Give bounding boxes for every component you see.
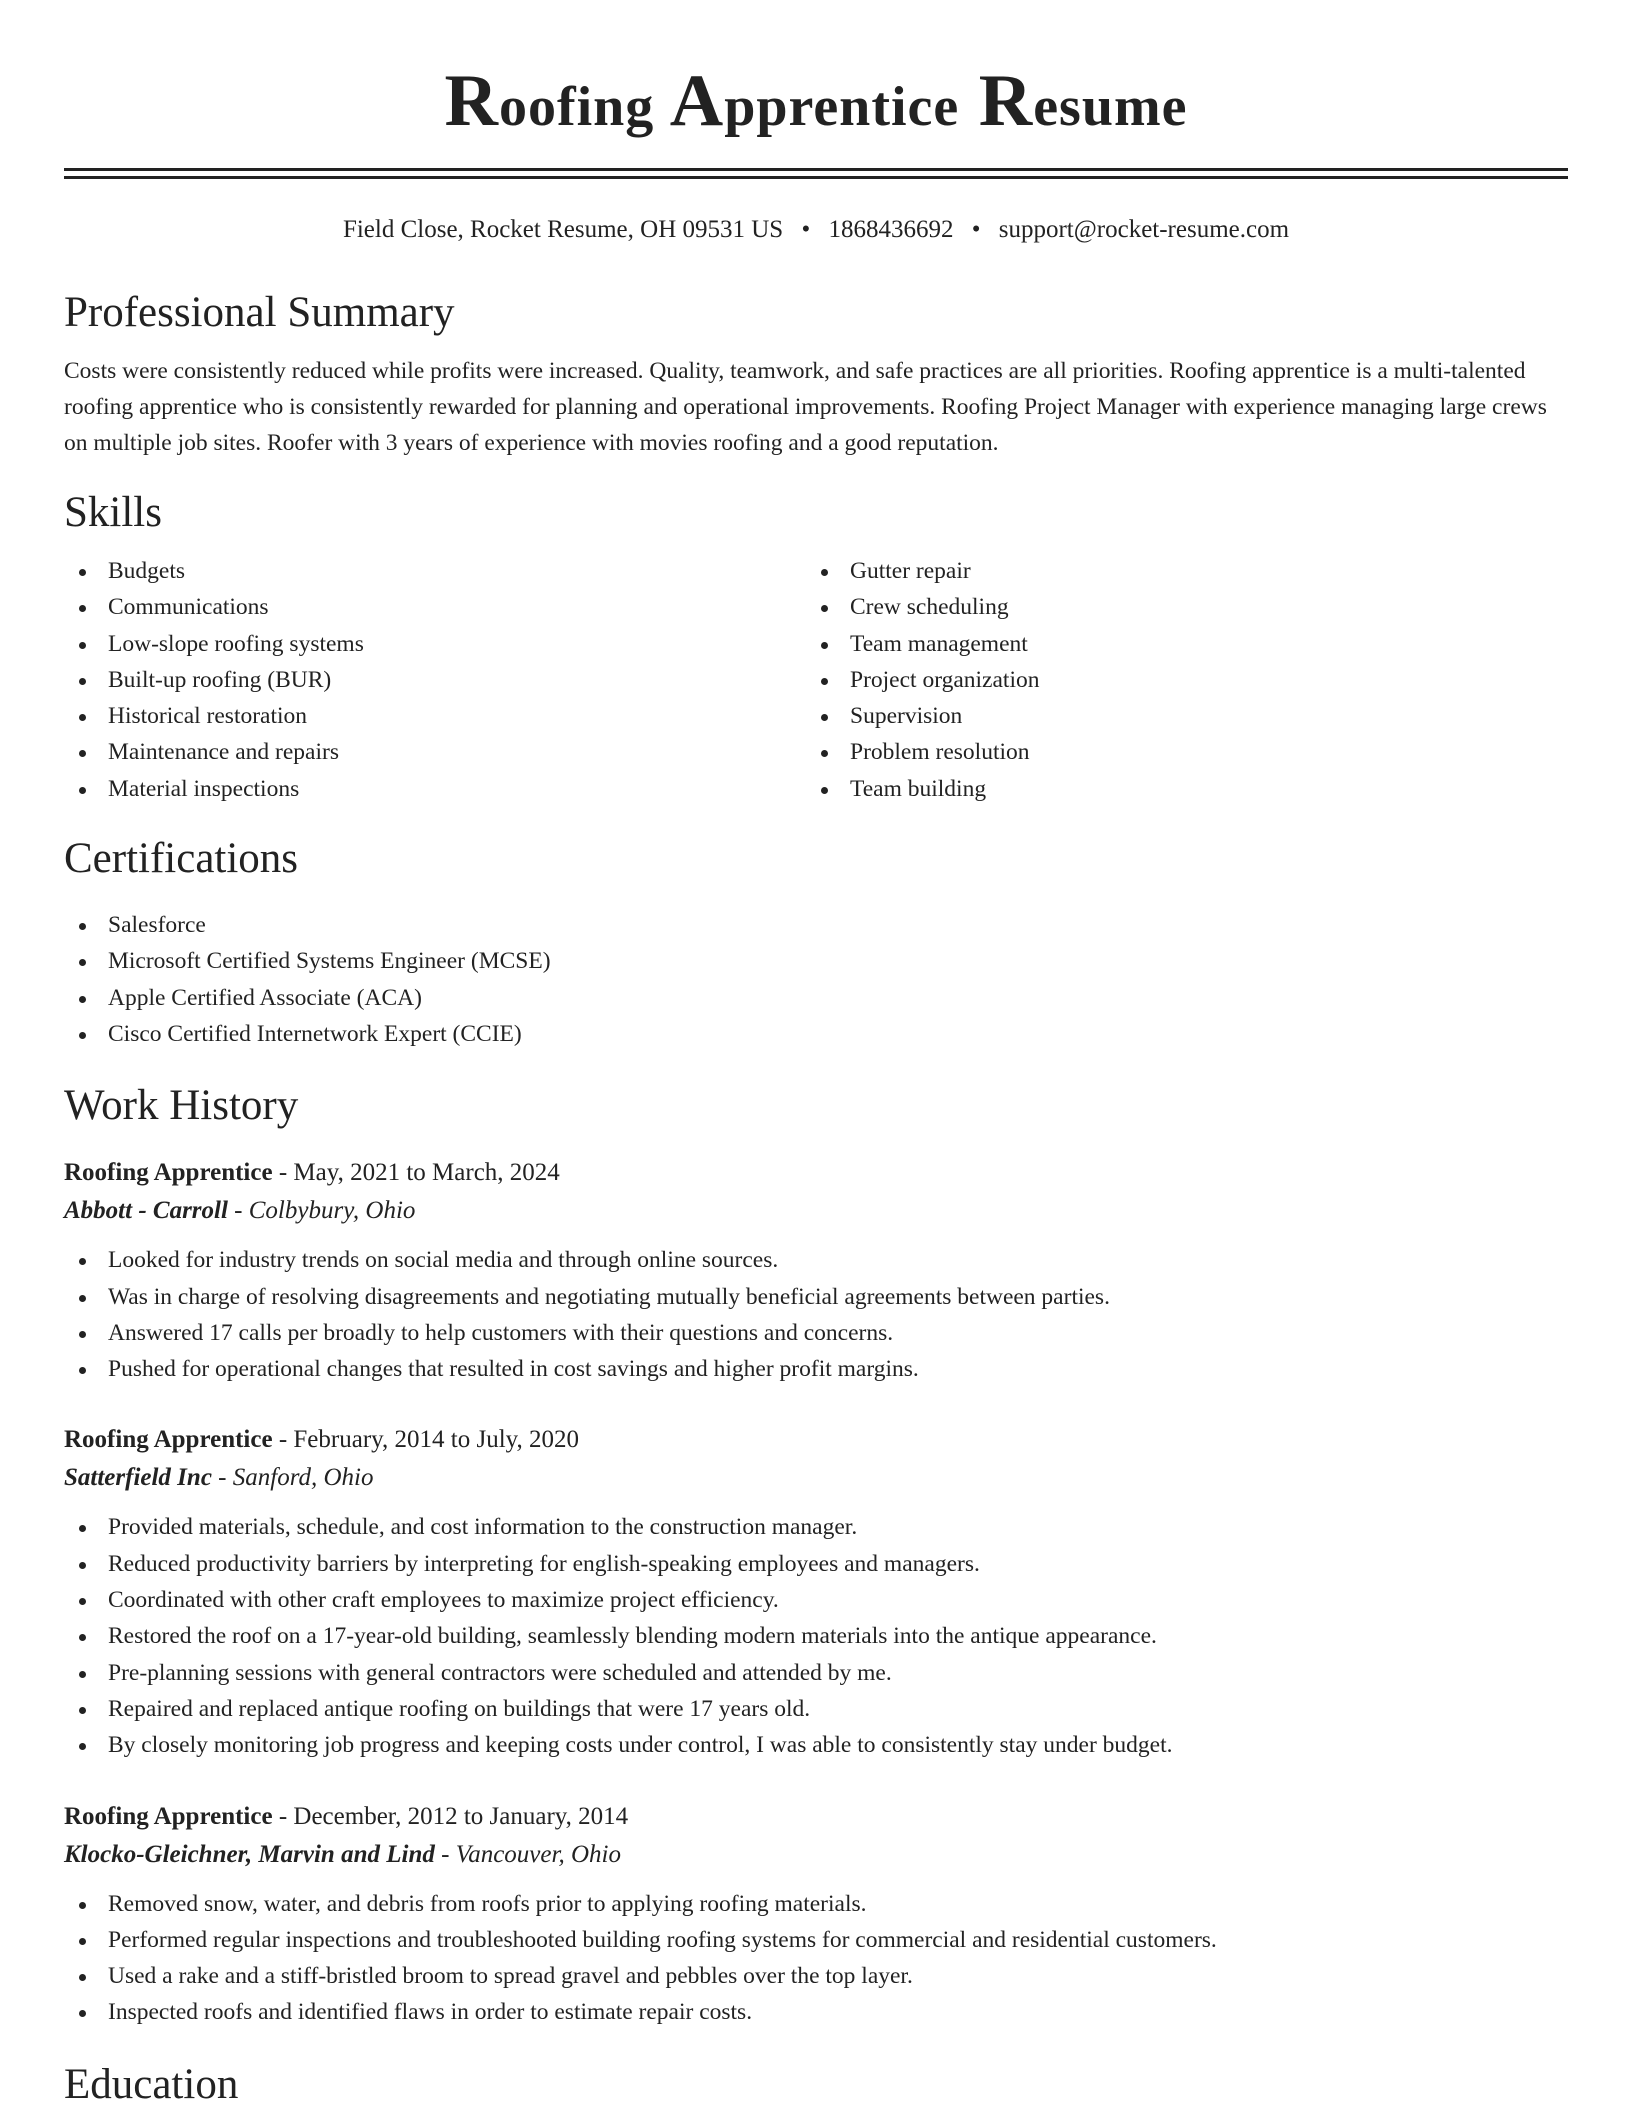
skills-columns	[64, 553, 1568, 807]
job-duties-list	[64, 1886, 1568, 2031]
skill-item: Problem resolution	[806, 734, 1548, 770]
contact-separator: •	[801, 216, 811, 243]
dash: -	[272, 1802, 294, 1830]
dash: -	[272, 1426, 294, 1454]
skill-item: Supervision	[806, 698, 1548, 734]
skill-item: Maintenance and repairs	[64, 734, 806, 770]
job-dates: May, 2021 to March, 2024	[293, 1159, 560, 1187]
job-duty: Pre-planning sessions with general contractors were scheduled and attended by me.	[64, 1655, 1568, 1691]
job-title-line	[64, 1154, 1568, 1192]
employer-location: Colbybury, Ohio	[248, 1197, 416, 1225]
summary-heading: Professional Summary	[64, 289, 455, 336]
certifications-section	[64, 833, 1568, 1052]
job-duty: Looked for industry trends on social media and through online sources.	[64, 1242, 1568, 1278]
title-divider-bottom	[64, 176, 1568, 179]
dash: -	[227, 1197, 249, 1225]
employer-line	[64, 1459, 1568, 1497]
skill-item: Historical restoration	[64, 698, 806, 734]
skills-heading: Skills	[64, 489, 162, 536]
skills-section	[64, 487, 1568, 807]
job-duty: Answered 17 calls per broadly to help customers with their questions and concerns.	[64, 1315, 1568, 1351]
skill-item: Gutter repair	[806, 553, 1548, 589]
skills-list-left	[64, 553, 806, 807]
job-duty: Used a rake and a stiff-bristled broom to spread gravel and pebbles over the top layer.	[64, 1958, 1568, 1994]
employer-name: Klocko-Gleichner, Marvin and Lind	[64, 1840, 435, 1868]
job-duty: Coordinated with other craft employees to maximize project efficiency.	[64, 1582, 1568, 1618]
job-duty: Performed regular inspections and troubleshooted building roofing systems for commercial and residential customers.	[64, 1922, 1568, 1958]
job-title: Roofing Apprentice	[64, 1159, 273, 1187]
dash: -	[272, 1159, 294, 1187]
job-duty: Removed snow, water, and debris from roofs prior to applying roofing materials.	[64, 1886, 1568, 1922]
title-word: Apprentice	[669, 60, 960, 142]
job-entry	[64, 1421, 1568, 1763]
certification-item: Cisco Certified Internetwork Expert (CCIE)	[64, 1016, 1568, 1052]
skill-item: Project organization	[806, 662, 1548, 698]
skill-item: Team management	[806, 626, 1548, 662]
skill-item: Low-slope roofing systems	[64, 626, 806, 662]
contact-address: Field Close, Rocket Resume, OH 09531 US	[342, 216, 784, 243]
certifications-heading: Certifications	[64, 835, 299, 883]
employer-line	[64, 1192, 1568, 1230]
job-duties-list	[64, 1242, 1568, 1387]
certifications-list	[64, 907, 1568, 1052]
job-entry	[64, 1154, 1568, 1387]
skill-item: Built-up roofing (BUR)	[64, 662, 806, 698]
certification-item: Salesforce	[64, 907, 1568, 943]
job-duty: Pushed for operational changes that resulted in cost savings and higher profit margins.	[64, 1351, 1568, 1387]
education-section	[64, 2059, 1568, 2111]
skills-list-right	[806, 553, 1548, 807]
job-title-line	[64, 1421, 1568, 1459]
certification-item: Apple Certified Associate (ACA)	[64, 980, 1568, 1016]
contact-phone: 1868436692	[828, 216, 954, 243]
job-duty: Repaired and replaced antique roofing on buildings that were 17 years old.	[64, 1691, 1568, 1727]
work-history-heading: Work History	[64, 1082, 299, 1130]
work-history-section	[64, 1080, 1568, 2030]
resume-title	[64, 0, 1568, 164]
job-duty: Inspected roofs and identified flaws in order to estimate repair costs.	[64, 1994, 1568, 2030]
job-dates: February, 2014 to July, 2020	[293, 1426, 580, 1454]
job-title: Roofing Apprentice	[64, 1426, 273, 1454]
job-duty: Reduced productivity barriers by interpreting for english-speaking employees and managers.	[64, 1546, 1568, 1582]
employer-location: Vancouver, Ohio	[455, 1840, 621, 1868]
employer-name: Abbott - Carroll	[64, 1197, 228, 1225]
job-entry	[64, 1798, 1568, 2031]
employer-line	[64, 1836, 1568, 1874]
certification-item: Microsoft Certified Systems Engineer (MCSE)	[64, 943, 1568, 979]
skill-item: Budgets	[64, 553, 806, 589]
skill-item: Material inspections	[64, 771, 806, 807]
skill-item: Team building	[806, 771, 1548, 807]
contact-email: support@rocket-resume.com	[998, 216, 1290, 243]
job-title: Roofing Apprentice	[64, 1802, 273, 1830]
summary-text: Costs were consistently reduced while profits were increased. Quality, teamwork, and safe practices are all priorities. Roofing apprentice is a multi-talented roofing apprentice who is consistently rewarded for planning and operational improvements. Roofing Project Manager with experience managing large crews on multiple job sites. Roofer with 3 years of experience with movies roofing and a good reputation.	[64, 358, 1547, 456]
job-dates: December, 2012 to January, 2014	[293, 1802, 629, 1830]
contact-separator: •	[971, 216, 981, 243]
employer-name: Satterfield Inc	[64, 1464, 212, 1492]
summary-section	[64, 287, 1568, 461]
job-duty: Restored the roof on a 17-year-old building, seamlessly blending modern materials into the antique appearance.	[64, 1618, 1568, 1654]
title-word: Resume	[978, 60, 1188, 142]
job-duties-list	[64, 1509, 1568, 1763]
job-title-line	[64, 1798, 1568, 1836]
employer-location: Sanford, Ohio	[232, 1464, 374, 1492]
dash: -	[434, 1840, 456, 1868]
job-duty: Was in charge of resolving disagreements and negotiating mutually beneficial agreements between parties.	[64, 1279, 1568, 1315]
education-heading: Education	[64, 2060, 239, 2108]
job-duty: By closely monitoring job progress and keeping costs under control, I was able to consistently stay under budget.	[64, 1727, 1568, 1763]
contact-line	[64, 213, 1568, 247]
dash: -	[211, 1464, 233, 1492]
job-duty: Provided materials, schedule, and cost information to the construction manager.	[64, 1509, 1568, 1545]
skill-item: Crew scheduling	[806, 589, 1548, 625]
title-divider-top	[64, 168, 1568, 171]
skill-item: Communications	[64, 589, 806, 625]
title-word: Roofing	[444, 60, 655, 142]
